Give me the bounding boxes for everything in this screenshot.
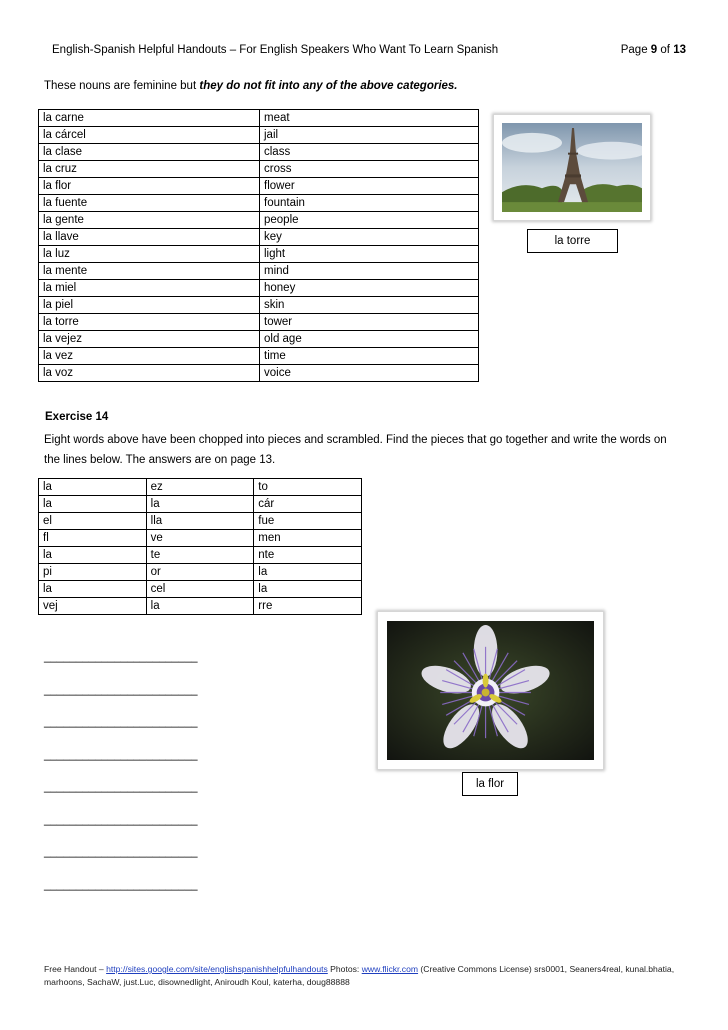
word-piece: rre (254, 598, 362, 615)
english-word: time (260, 348, 479, 365)
page-number: Page 9 of 13 (620, 44, 686, 56)
answer-line[interactable]: ________________________ (44, 813, 198, 826)
passion-flower-photo (377, 611, 604, 770)
word-piece: fl (39, 530, 147, 547)
vocab-row (39, 144, 479, 161)
vocab-row (39, 212, 479, 229)
spanish-word: la gente (39, 212, 260, 229)
intro-emphasis: they do not fit into any of the above categories. (199, 80, 458, 92)
word-piece: el (39, 513, 147, 530)
spanish-word: la piel (39, 297, 260, 314)
word-piece: cel (146, 581, 254, 598)
english-word: fountain (260, 195, 479, 212)
spanish-word: la mente (39, 263, 260, 280)
word-piece: or (146, 564, 254, 581)
vocab-row (39, 314, 479, 331)
spanish-word: la torre (39, 314, 260, 331)
scramble-row (39, 564, 362, 581)
vocab-row (39, 280, 479, 297)
vocab-row (39, 246, 479, 263)
page-total: 13 (673, 44, 686, 56)
english-word: meat (260, 110, 479, 127)
answer-line[interactable]: ________________________ (44, 878, 198, 891)
word-piece: la (39, 496, 147, 513)
spanish-word: la luz (39, 246, 260, 263)
vocab-row (39, 110, 479, 127)
intro-text: These nouns are feminine but they do not fit into any of the above categories. (44, 80, 458, 92)
english-word: people (260, 212, 479, 229)
vocab-row (39, 365, 479, 382)
word-piece: la (146, 598, 254, 615)
spanish-word: la vejez (39, 331, 260, 348)
english-word: cross (260, 161, 479, 178)
word-piece: men (254, 530, 362, 547)
spanish-word: la miel (39, 280, 260, 297)
vocab-table (38, 109, 479, 382)
scramble-row (39, 496, 362, 513)
word-piece: cár (254, 496, 362, 513)
english-word: skin (260, 297, 479, 314)
spanish-word: la carne (39, 110, 260, 127)
scramble-row (39, 598, 362, 615)
spanish-word: la cruz (39, 161, 260, 178)
page-header (52, 44, 686, 60)
spanish-word: la cárcel (39, 127, 260, 144)
word-piece: nte (254, 547, 362, 564)
word-piece: la (254, 564, 362, 581)
page-footer: Free Handout – http://sites.google.com/site/englishspanishhelpfulhandouts Photos: www.flickr.com (Creative Commons License) srs0001, Seaners4real, kunal.bhatia, marhoons, SachaW, just.Luc, disownedlight, Aniroudh Koul, katerha, doug88888 (44, 964, 675, 987)
scramble-table (38, 478, 362, 615)
eiffel-tower-image (502, 123, 642, 212)
vocab-row (39, 263, 479, 280)
photo-caption-torre: la torre (527, 229, 618, 253)
word-piece: fue (254, 513, 362, 530)
scramble-row (39, 581, 362, 598)
word-piece: vej (39, 598, 147, 615)
word-piece: lla (146, 513, 254, 530)
word-piece: la (39, 479, 147, 496)
page-current: 9 (650, 44, 658, 56)
english-word: key (260, 229, 479, 246)
vocab-row (39, 331, 479, 348)
answer-lines (44, 651, 198, 911)
answer-line[interactable]: ________________________ (44, 651, 198, 663)
word-piece: ez (146, 479, 254, 496)
english-word: voice (260, 365, 479, 382)
scramble-row (39, 547, 362, 564)
vocab-row (39, 348, 479, 365)
spanish-word: la fuente (39, 195, 260, 212)
handouts-link[interactable]: http://sites.google.com/site/englishspanishhelpfulhandouts (106, 964, 328, 974)
answer-line[interactable]: ________________________ (44, 846, 198, 858)
spanish-word: la vez (39, 348, 260, 365)
word-piece: to (254, 479, 362, 496)
word-piece: la (39, 581, 147, 598)
english-word: jail (260, 127, 479, 144)
word-piece: la (146, 496, 254, 513)
scramble-row (39, 479, 362, 496)
answer-line[interactable]: ________________________ (44, 748, 198, 761)
english-word: honey (260, 280, 479, 297)
english-word: mind (260, 263, 479, 280)
word-piece: la (39, 547, 147, 564)
vocab-row (39, 229, 479, 246)
english-word: class (260, 144, 479, 161)
vocab-row (39, 297, 479, 314)
word-piece: te (146, 547, 254, 564)
english-word: old age (260, 331, 479, 348)
vocab-row (39, 178, 479, 195)
passion-flower-image (387, 621, 594, 760)
flickr-link[interactable]: www.flickr.com (361, 964, 419, 974)
english-word: tower (260, 314, 479, 331)
exercise-instructions: Eight words above have been chopped into pieces and scrambled. Find the pieces that go together and write the words on the lines below. The answers are on page 13. (44, 434, 667, 466)
answer-line[interactable]: ________________________ (44, 781, 198, 793)
spanish-word: la voz (39, 365, 260, 382)
vocab-row (39, 127, 479, 144)
scramble-row (39, 530, 362, 547)
vocab-row (39, 161, 479, 178)
header-title: English-Spanish Helpful Handouts – For English Speakers Who Want To Learn Spanish (52, 44, 499, 56)
english-word: light (260, 246, 479, 263)
spanish-word: la clase (39, 144, 260, 161)
exercise-title: Exercise 14 (45, 411, 109, 423)
vocab-row (39, 195, 479, 212)
spanish-word: la flor (39, 178, 260, 195)
answer-line[interactable]: ________________________ (44, 716, 198, 728)
spanish-word: la llave (39, 229, 260, 246)
scramble-row (39, 513, 362, 530)
photo-caption-flor: la flor (462, 772, 518, 796)
word-piece: la (254, 581, 362, 598)
word-piece: ve (146, 530, 254, 547)
eiffel-tower-photo (493, 114, 651, 221)
english-word: flower (260, 178, 479, 195)
word-piece: pi (39, 564, 147, 581)
answer-line[interactable]: ________________________ (44, 683, 198, 696)
